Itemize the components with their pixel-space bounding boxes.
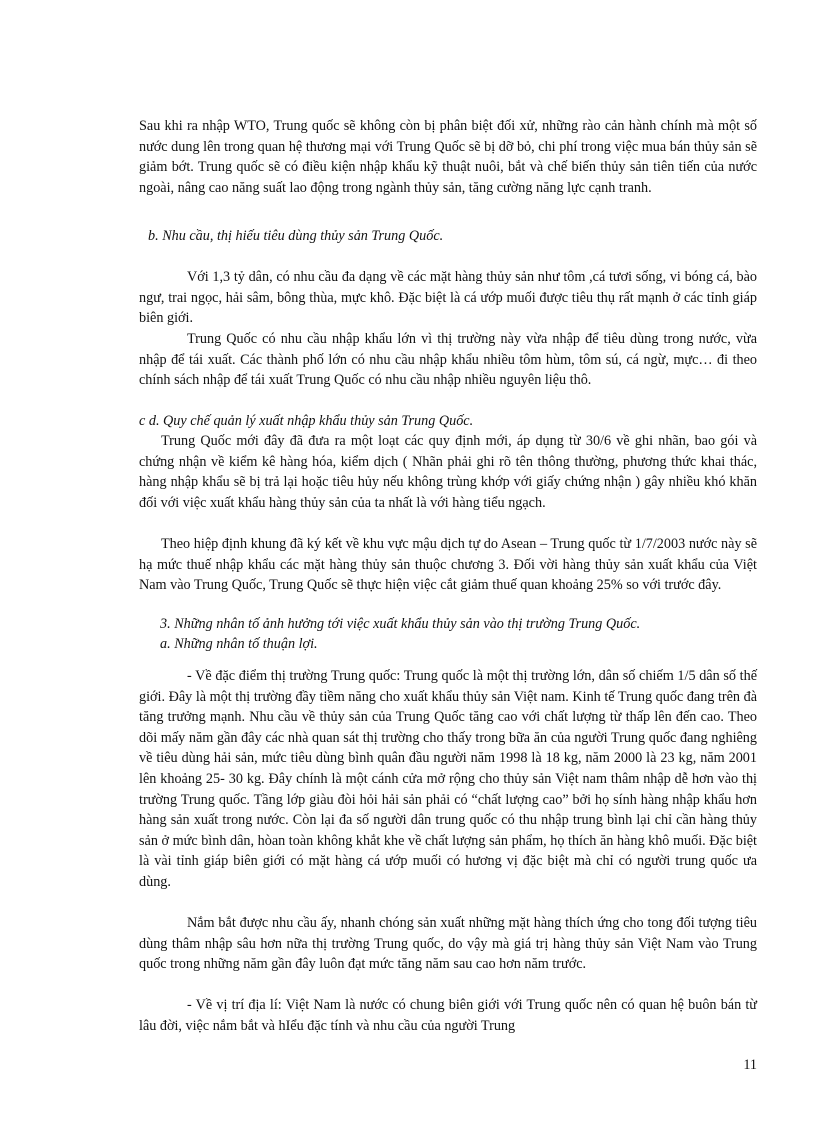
paragraph-population-demand: Với 1,3 tỷ dân, có nhu cầu đa dạng về các mặt hàng thủy sản như tôm ,cá tươi sống, vi bóng cá, bào ngư, trai ngọc, hải sâm, bông thùa, mực khô. Đặc biệt là cá ướp muối được tiêu thụ rất mạnh ở các tỉnh giáp biên giới. [139, 269, 757, 327]
paragraph-geography: - Về vị trí địa lí: Việt Nam là nước có chung biên giới với Trung quốc nên có quan hệ buôn bán từ lâu đời, việc nắm bắt và hIểu đặc tính và nhu cầu của người Trung [139, 997, 757, 1034]
heading-section-3a: a. Những nhân tố thuận lợi. [160, 636, 318, 652]
heading-b: b. Nhu cầu, thị hiếu tiêu dùng thủy sản Trung Quốc. [148, 228, 444, 244]
heading-c: c d. Quy chế quản lý xuất nhập khẩu thủy sản Trung Quốc. [139, 413, 474, 429]
paragraph-grasp-demand: Nắm bắt được nhu cầu ấy, nhanh chóng sản xuất những mặt hàng thích ứng cho tong đối tượng tiêu dùng thâm nhập sâu hơn nữa thị trường Trung quốc, do vậy mà giá trị hàng thủy sản Việt Nam vào Trung quốc trong những năm gần đây luôn đạt mức tăng năm sau cao hơn năm trước. [139, 915, 757, 973]
paragraph-regulations: Trung Quốc mới đây đã đưa ra một loạt các quy định mới, áp dụng từ 30/6 về ghi nhãn, bao gói và chứng nhận về kiểm kê hàng hóa, kiểm dịch ( Nhãn phải ghi rõ tên thông thường, phương thức khai thác, hàng nhập khẩu sẽ bị trả lại hoặc tiêu hủy nếu không trùng khớp với giấy chứng nhận ) gây nhiều khó khăn đối với việc xuất khẩu hàng thủy sản của ta nhất là với hàng tiểu ngạch. [139, 433, 757, 511]
heading-section-3: 3. Những nhân tố ảnh hưởng tới việc xuất khẩu thủy sản vào thị trường Trung Quốc. [160, 616, 641, 632]
paragraph-wto: Sau khi ra nhập WTO, Trung quốc sẽ không còn bị phân biệt đối xử, những rào cản hành chính mà một số nước dung lên trong quan hệ thương mại với Trung Quốc sẽ bị dỡ bỏ, chi phí trong việc mua bán thủy sản sẽ giảm bớt. Trung quốc sẽ có điều kiện nhập khẩu kỹ thuật nuôi, bắt và chế biến thủy sản tiên tiến của nước ngoài, nâng cao năng suất lao động trong ngành thủy sản, tăng cường năng lực cạnh tranh. [139, 118, 757, 196]
page-number: 11 [743, 1057, 757, 1073]
paragraph-asean-agreement: Theo hiệp định khung đã ký kết về khu vực mậu dịch tự do Asean – Trung quốc từ 1/7/2003 nước này sẽ hạ mức thuế nhập khẩu các mặt hàng thủy sản thuộc chương 3. Đối vời hàng thủy sản xuất khẩu của Việt Nam vào Trung Quốc, Trung Quốc sẽ thực hiện việc cắt giảm thuế quan khoảng 25% so với trước đây. [139, 536, 757, 594]
paragraph-import-demand: Trung Quốc có nhu cầu nhập khẩu lớn vì thị trường này vừa nhập để tiêu dùng trong nước, vừa nhập để tái xuất. Các thành phố lớn có nhu cầu nhập khẩu nhiều tôm hùm, tôm sú, cá ngừ, mực… đi theo chính sách nhập để tái xuất Trung Quốc có nhu cầu nhập nhiều nguyên liệu thô. [139, 331, 757, 389]
paragraph-market-features: - Về đặc điểm thị trường Trung quốc: Trung quốc là một thị trường lớn, dân số chiếm 1/5 dân số thế giới. Đây là một thị trường đầy tiềm năng cho xuất khẩu thủy sản Việt nam. Kinh tế Trung quốc đang trên đà tăng trưởng mạnh. Nhu cầu về thủy sản của Trung Quốc tăng cao với chất lượng từ thấp lên đến cao. Theo dõi mấy năm gần đây các nhà quan sát thị trường cho thấy trong bữa ăn của người Trung quốc đang nghiêng về tiêu dùng hải sản, mức tiêu dùng bình quân đầu người năm 1998 là 18 kg, năm 2000 là 23 kg, năm 2001 lên khoảng 25- 30 kg. Đây chính là một cánh cửa mở rộng cho thủy sản Việt nam thâm nhập dễ hơn vào thị trường Trung quốc. Tầng lớp giàu đòi hỏi hải sản phải có “chất lượng cao” bởi họ sính hàng nhập khẩu hơn hàng sản xuất trong nước. Còn lại đa số người dân trung quốc có thu nhập trung bình lại chỉ cần hàng thủy sản ở mức bình dân, hòan toàn không khắt khe về chất lượng sản phẩm, họ thích ăn hàng khô muối. Đặc biệt là vài tỉnh giáp biên giới có mặt hàng cá ướp muối có hương vị đặc biệt mà chỉ có người trung quốc ưa dùng. [139, 668, 757, 890]
